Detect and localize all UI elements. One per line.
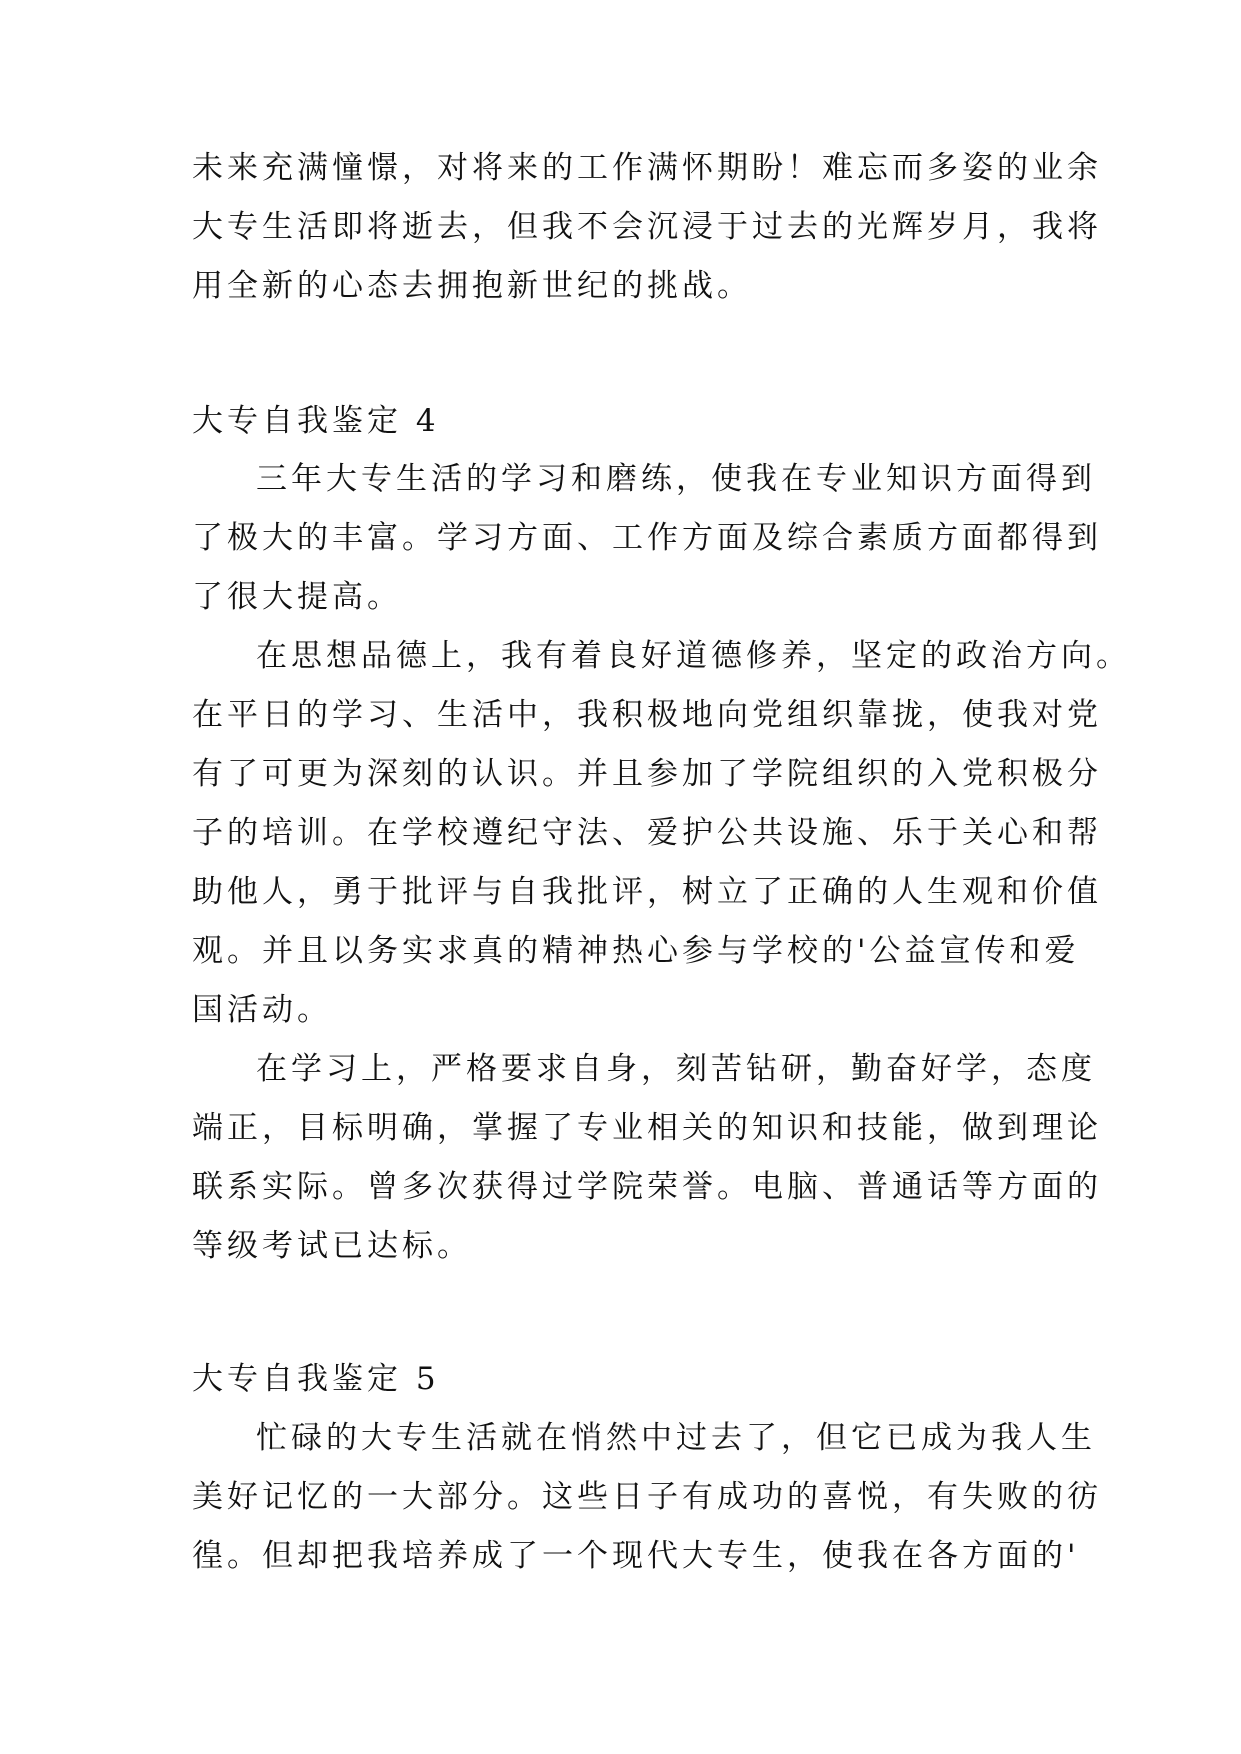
section-4-line-5: 在平日的学习、生活中，我积极地向党组织靠拢，使我对党 (192, 697, 1102, 733)
section-5-line-1: 忙碌的大专生活就在悄然中过去了，但它已成为我人生 (256, 1420, 1096, 1456)
section-4-line-10: 国活动。 (192, 992, 332, 1028)
section-4-line-8: 助他人，勇于批评与自我批评，树立了正确的人生观和价值 (192, 874, 1102, 910)
section-4-line-3: 了很大提高。 (192, 579, 402, 615)
section-5-line-2: 美好记忆的一大部分。这些日子有成功的喜悦，有失败的彷 (192, 1479, 1102, 1515)
section-5-title: 大专自我鉴定 5 (192, 1361, 440, 1397)
section-4-line-14: 等级考试已达标。 (192, 1228, 472, 1264)
section-4-line-6: 有了可更为深刻的认识。并且参加了学院组织的入党积极分 (192, 756, 1102, 792)
section-5-line-3: 徨。但却把我培养成了一个现代大专生，使我在各方面的' (192, 1538, 1080, 1574)
intro-line-2: 大专生活即将逝去，但我不会沉浸于过去的光辉岁月，我将 (192, 209, 1102, 245)
intro-line-1: 未来充满憧憬，对将来的工作满怀期盼！难忘而多姿的业余 (192, 150, 1102, 186)
section-4-line-13: 联系实际。曾多次获得过学院荣誉。电脑、普通话等方面的 (192, 1169, 1102, 1205)
section-4-line-4: 在思想品德上，我有着良好道德修养，坚定的政治方向。 (256, 638, 1131, 674)
section-4-line-9: 观。并且以务实求真的精神热心参与学校的'公益宣传和爱 (192, 933, 1080, 969)
section-4-line-12: 端正，目标明确，掌握了专业相关的知识和技能，做到理论 (192, 1110, 1102, 1146)
section-4-line-7: 子的培训。在学校遵纪守法、爱护公共设施、乐于关心和帮 (192, 815, 1102, 851)
section-4-title: 大专自我鉴定 4 (192, 403, 440, 439)
intro-line-3: 用全新的心态去拥抱新世纪的挑战。 (192, 268, 752, 304)
section-4-line-2: 了极大的丰富。学习方面、工作方面及综合素质方面都得到 (192, 520, 1102, 556)
section-4-line-1: 三年大专生活的学习和磨练，使我在专业知识方面得到 (256, 461, 1096, 497)
section-4-line-11: 在学习上，严格要求自身，刻苦钻研，勤奋好学，态度 (256, 1051, 1096, 1087)
